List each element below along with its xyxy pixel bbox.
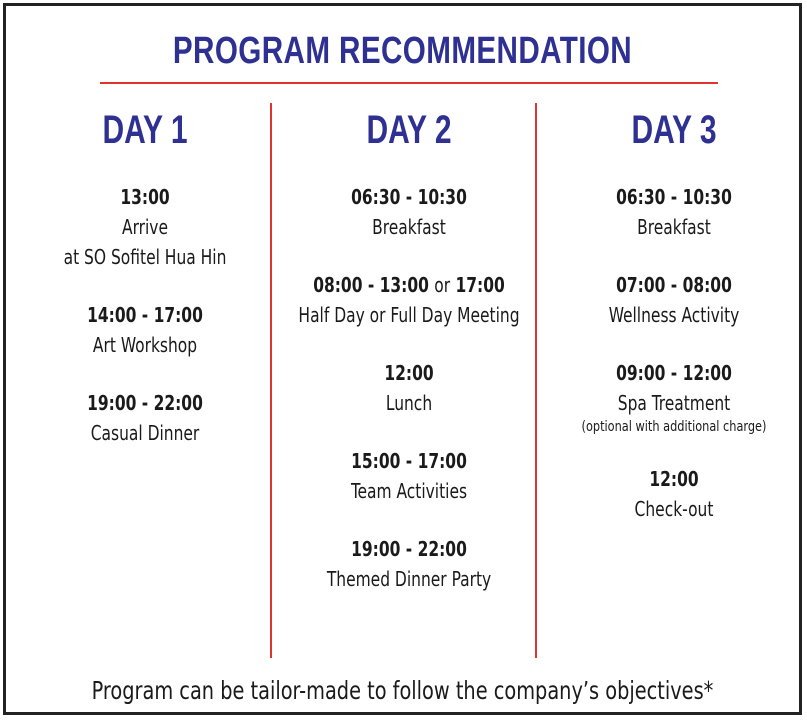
entry-description: Art Workshop — [92, 333, 198, 357]
day-heading: DAY 2 — [366, 108, 452, 152]
entry-description: Spa Treatment — [617, 391, 731, 415]
schedule-entry — [546, 464, 802, 524]
entry-time: 12:00 — [649, 467, 699, 491]
schedule-entry — [280, 270, 538, 330]
entry-time: 12:00 — [384, 361, 434, 385]
program-frame — [3, 3, 802, 715]
day-heading: DAY 3 — [631, 108, 717, 152]
entry-time-group — [298, 270, 520, 300]
day-3-column — [546, 106, 802, 552]
day-1-column — [18, 106, 272, 476]
entry-time: 13:00 — [120, 185, 170, 209]
day-heading: DAY 1 — [102, 108, 188, 152]
entry-time: 19:00 - 22:00 — [351, 537, 467, 561]
entry-description: Breakfast — [637, 215, 711, 239]
entry-description: Check-out — [634, 497, 714, 521]
entry-description: Lunch — [385, 391, 433, 415]
page-title: PROGRAM RECOMMENDATION — [172, 30, 633, 72]
entry-description: Wellness Activity — [608, 303, 740, 327]
entry-description: Breakfast — [372, 215, 446, 239]
day-2-column — [280, 106, 538, 622]
entry-time: 06:30 - 10:30 — [616, 185, 732, 209]
entry-description: Casual Dinner — [90, 421, 200, 445]
entry-description: Arrive — [122, 215, 168, 239]
schedule-entry — [18, 182, 272, 272]
footer-note: Program can be tailor-made to follow the company’s objectives* — [91, 676, 714, 705]
entry-description: Team Activities — [350, 479, 468, 503]
title-divider — [100, 82, 718, 84]
schedule-entry — [546, 358, 802, 436]
entry-note: (optional with additional charge) — [581, 419, 767, 435]
entry-time: 09:00 - 12:00 — [616, 361, 732, 385]
entry-time: 19:00 - 22:00 — [87, 391, 203, 415]
entry-time-end: 17:00 — [455, 273, 505, 297]
schedule-entry — [280, 446, 538, 506]
schedule-entry — [280, 534, 538, 594]
entry-time: 14:00 - 17:00 — [87, 303, 203, 327]
entry-time: 08:00 - 13:00 — [313, 273, 429, 297]
entry-description: Themed Dinner Party — [326, 567, 492, 591]
entry-time: 06:30 - 10:30 — [351, 185, 467, 209]
schedule-entry — [546, 270, 802, 330]
entry-time-or: or — [434, 273, 451, 297]
entry-time: 07:00 - 08:00 — [616, 273, 732, 297]
entry-description: Half Day or Full Day Meeting — [298, 303, 520, 327]
schedule-entry — [280, 182, 538, 242]
schedule-entry — [18, 300, 272, 360]
schedule-entry — [546, 182, 802, 242]
schedule-entry — [280, 358, 538, 418]
schedule-entry — [18, 388, 272, 448]
entry-time: 15:00 - 17:00 — [351, 449, 467, 473]
entry-description: at SO Sofitel Hua Hin — [63, 245, 227, 269]
